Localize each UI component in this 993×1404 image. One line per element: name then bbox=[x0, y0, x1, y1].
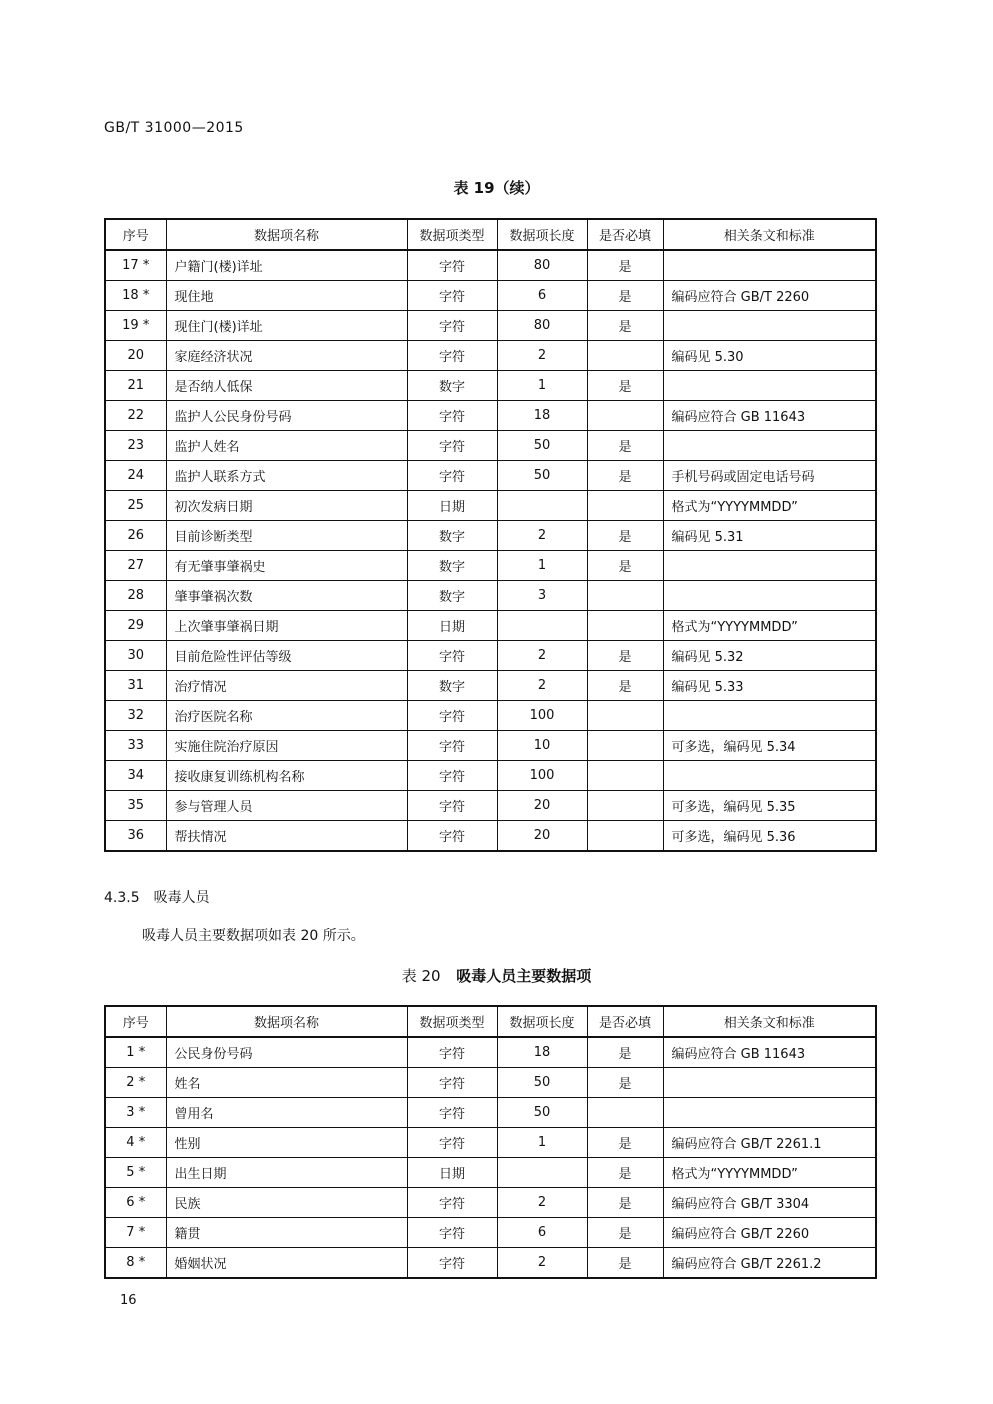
required-cell bbox=[587, 1098, 663, 1128]
seq-cell: 21 bbox=[105, 371, 166, 401]
reference-cell: 编码见 5.31 bbox=[663, 521, 876, 551]
reference-cell bbox=[663, 581, 876, 611]
table-20-number: 表 20 bbox=[401, 967, 441, 985]
length-cell: 50 bbox=[497, 1068, 587, 1098]
reference-cell bbox=[663, 551, 876, 581]
required-cell bbox=[587, 701, 663, 731]
table-row bbox=[105, 341, 876, 371]
table-row bbox=[105, 641, 876, 671]
type-cell: 字符 bbox=[407, 641, 497, 671]
type-cell: 日期 bbox=[407, 611, 497, 641]
name-cell: 肇事肇祸次数 bbox=[166, 581, 407, 611]
name-cell: 监护人联系方式 bbox=[166, 461, 407, 491]
seq-cell: 19 * bbox=[105, 311, 166, 341]
table-19 bbox=[104, 218, 877, 852]
seq-cell: 6 * bbox=[105, 1188, 166, 1218]
reference-cell: 格式为“YYYYMMDD” bbox=[663, 491, 876, 521]
name-cell: 接收康复训练机构名称 bbox=[166, 761, 407, 791]
required-cell: 是 bbox=[587, 461, 663, 491]
name-cell: 现住门(楼)详址 bbox=[166, 311, 407, 341]
name-cell: 家庭经济状况 bbox=[166, 341, 407, 371]
reference-cell: 编码见 5.30 bbox=[663, 341, 876, 371]
required-cell: 是 bbox=[587, 521, 663, 551]
seq-cell: 3 * bbox=[105, 1098, 166, 1128]
name-cell: 有无肇事肇祸史 bbox=[166, 551, 407, 581]
required-cell bbox=[587, 821, 663, 852]
required-cell: 是 bbox=[587, 281, 663, 311]
length-cell: 80 bbox=[497, 250, 587, 281]
length-cell: 2 bbox=[497, 671, 587, 701]
reference-cell: 编码应符合 GB 11643 bbox=[663, 401, 876, 431]
type-cell: 数字 bbox=[407, 521, 497, 551]
table-row bbox=[105, 791, 876, 821]
section-number: 4.3.5 bbox=[104, 890, 140, 906]
required-cell: 是 bbox=[587, 1068, 663, 1098]
name-cell: 帮扶情况 bbox=[166, 821, 407, 852]
seq-cell: 26 bbox=[105, 521, 166, 551]
required-cell bbox=[587, 761, 663, 791]
required-cell: 是 bbox=[587, 1128, 663, 1158]
seq-cell: 2 * bbox=[105, 1068, 166, 1098]
reference-cell: 编码应符合 GB/T 2260 bbox=[663, 281, 876, 311]
table-20 bbox=[104, 1005, 877, 1279]
type-cell: 数字 bbox=[407, 551, 497, 581]
type-cell: 字符 bbox=[407, 250, 497, 281]
length-cell: 2 bbox=[497, 641, 587, 671]
table-row bbox=[105, 551, 876, 581]
table-row bbox=[105, 701, 876, 731]
table-row bbox=[105, 491, 876, 521]
type-cell: 字符 bbox=[407, 1037, 497, 1068]
seq-cell: 34 bbox=[105, 761, 166, 791]
table-20-title: 吸毒人员主要数据项 bbox=[456, 967, 592, 985]
type-cell: 字符 bbox=[407, 1098, 497, 1128]
table-row bbox=[105, 1248, 876, 1279]
length-cell: 20 bbox=[497, 821, 587, 852]
table-row bbox=[105, 1098, 876, 1128]
name-cell: 现住地 bbox=[166, 281, 407, 311]
length-cell: 50 bbox=[497, 431, 587, 461]
column-header: 数据项长度 bbox=[497, 1006, 587, 1037]
length-cell: 1 bbox=[497, 551, 587, 581]
table-row bbox=[105, 461, 876, 491]
required-cell bbox=[587, 491, 663, 521]
table-row bbox=[105, 671, 876, 701]
length-cell: 1 bbox=[497, 371, 587, 401]
name-cell: 姓名 bbox=[166, 1068, 407, 1098]
required-cell: 是 bbox=[587, 1037, 663, 1068]
length-cell: 80 bbox=[497, 311, 587, 341]
seq-cell: 36 bbox=[105, 821, 166, 852]
type-cell: 字符 bbox=[407, 791, 497, 821]
type-cell: 数字 bbox=[407, 371, 497, 401]
seq-cell: 4 * bbox=[105, 1128, 166, 1158]
type-cell: 字符 bbox=[407, 761, 497, 791]
name-cell: 户籍门(楼)详址 bbox=[166, 250, 407, 281]
required-cell: 是 bbox=[587, 1248, 663, 1279]
reference-cell: 可多选，编码见 5.36 bbox=[663, 821, 876, 852]
page-number: 16 bbox=[120, 1293, 137, 1308]
required-cell bbox=[587, 731, 663, 761]
reference-cell: 编码应符合 GB/T 3304 bbox=[663, 1188, 876, 1218]
required-cell: 是 bbox=[587, 641, 663, 671]
body-paragraph: 吸毒人员主要数据项如表 20 所示。 bbox=[142, 928, 365, 944]
table-row bbox=[105, 1158, 876, 1188]
reference-cell bbox=[663, 701, 876, 731]
table-row bbox=[105, 761, 876, 791]
reference-cell bbox=[663, 311, 876, 341]
reference-cell bbox=[663, 431, 876, 461]
length-cell: 1 bbox=[497, 1128, 587, 1158]
required-cell: 是 bbox=[587, 551, 663, 581]
seq-cell: 33 bbox=[105, 731, 166, 761]
seq-cell: 1 * bbox=[105, 1037, 166, 1068]
seq-cell: 22 bbox=[105, 401, 166, 431]
type-cell: 字符 bbox=[407, 821, 497, 852]
length-cell bbox=[497, 611, 587, 641]
reference-cell: 可多选，编码见 5.34 bbox=[663, 731, 876, 761]
name-cell: 曾用名 bbox=[166, 1098, 407, 1128]
table-row bbox=[105, 581, 876, 611]
type-cell: 日期 bbox=[407, 491, 497, 521]
seq-cell: 35 bbox=[105, 791, 166, 821]
reference-cell bbox=[663, 761, 876, 791]
type-cell: 字符 bbox=[407, 401, 497, 431]
table-row bbox=[105, 611, 876, 641]
type-cell: 字符 bbox=[407, 1248, 497, 1279]
table-row bbox=[105, 1068, 876, 1098]
length-cell: 3 bbox=[497, 581, 587, 611]
type-cell: 数字 bbox=[407, 581, 497, 611]
length-cell: 2 bbox=[497, 521, 587, 551]
name-cell: 监护人公民身份号码 bbox=[166, 401, 407, 431]
name-cell: 出生日期 bbox=[166, 1158, 407, 1188]
reference-cell: 编码应符合 GB/T 2261.2 bbox=[663, 1248, 876, 1279]
reference-cell bbox=[663, 1068, 876, 1098]
type-cell: 字符 bbox=[407, 431, 497, 461]
column-header: 序号 bbox=[105, 219, 166, 250]
column-header: 是否必填 bbox=[587, 219, 663, 250]
column-header: 相关条文和标准 bbox=[663, 219, 876, 250]
column-header: 数据项名称 bbox=[166, 219, 407, 250]
name-cell: 性别 bbox=[166, 1128, 407, 1158]
length-cell: 100 bbox=[497, 701, 587, 731]
table-row bbox=[105, 1188, 876, 1218]
required-cell bbox=[587, 341, 663, 371]
reference-cell: 编码见 5.33 bbox=[663, 671, 876, 701]
column-header: 是否必填 bbox=[587, 1006, 663, 1037]
column-header: 数据项类型 bbox=[407, 1006, 497, 1037]
type-cell: 字符 bbox=[407, 281, 497, 311]
seq-cell: 25 bbox=[105, 491, 166, 521]
column-header: 数据项类型 bbox=[407, 219, 497, 250]
table-row bbox=[105, 250, 876, 281]
type-cell: 数字 bbox=[407, 671, 497, 701]
type-cell: 字符 bbox=[407, 1128, 497, 1158]
seq-cell: 28 bbox=[105, 581, 166, 611]
reference-cell bbox=[663, 371, 876, 401]
seq-cell: 30 bbox=[105, 641, 166, 671]
table-row bbox=[105, 431, 876, 461]
table-row bbox=[105, 1128, 876, 1158]
reference-cell: 编码应符合 GB/T 2260 bbox=[663, 1218, 876, 1248]
name-cell: 民族 bbox=[166, 1188, 407, 1218]
length-cell: 2 bbox=[497, 1248, 587, 1279]
section-title: 吸毒人员 bbox=[153, 890, 210, 906]
required-cell: 是 bbox=[587, 1218, 663, 1248]
length-cell: 20 bbox=[497, 791, 587, 821]
required-cell: 是 bbox=[587, 250, 663, 281]
name-cell: 初次发病日期 bbox=[166, 491, 407, 521]
type-cell: 字符 bbox=[407, 311, 497, 341]
seq-cell: 17 * bbox=[105, 250, 166, 281]
table-row bbox=[105, 821, 876, 852]
seq-cell: 23 bbox=[105, 431, 166, 461]
column-header: 数据项名称 bbox=[166, 1006, 407, 1037]
name-cell: 治疗医院名称 bbox=[166, 701, 407, 731]
required-cell bbox=[587, 401, 663, 431]
seq-cell: 24 bbox=[105, 461, 166, 491]
name-cell: 目前诊断类型 bbox=[166, 521, 407, 551]
seq-cell: 27 bbox=[105, 551, 166, 581]
name-cell: 婚姻状况 bbox=[166, 1248, 407, 1279]
seq-cell: 29 bbox=[105, 611, 166, 641]
seq-cell: 7 * bbox=[105, 1218, 166, 1248]
length-cell: 2 bbox=[497, 1188, 587, 1218]
section-heading bbox=[104, 887, 210, 907]
column-header: 序号 bbox=[105, 1006, 166, 1037]
table-header-row bbox=[105, 219, 876, 250]
reference-cell bbox=[663, 1098, 876, 1128]
table-19-caption: 表 19（续） bbox=[453, 179, 540, 197]
type-cell: 字符 bbox=[407, 341, 497, 371]
name-cell: 是否纳人低保 bbox=[166, 371, 407, 401]
required-cell: 是 bbox=[587, 1158, 663, 1188]
required-cell: 是 bbox=[587, 371, 663, 401]
standard-id: GB/T 31000—2015 bbox=[104, 120, 244, 136]
table-row bbox=[105, 281, 876, 311]
required-cell: 是 bbox=[587, 1188, 663, 1218]
table-row bbox=[105, 1037, 876, 1068]
name-cell: 上次肇事肇祸日期 bbox=[166, 611, 407, 641]
type-cell: 字符 bbox=[407, 1188, 497, 1218]
required-cell bbox=[587, 791, 663, 821]
reference-cell: 可多选，编码见 5.35 bbox=[663, 791, 876, 821]
reference-cell bbox=[663, 250, 876, 281]
table-row bbox=[105, 371, 876, 401]
seq-cell: 8 * bbox=[105, 1248, 166, 1279]
length-cell: 50 bbox=[497, 1098, 587, 1128]
reference-cell: 格式为“YYYYMMDD” bbox=[663, 1158, 876, 1188]
required-cell: 是 bbox=[587, 671, 663, 701]
seq-cell: 20 bbox=[105, 341, 166, 371]
type-cell: 字符 bbox=[407, 461, 497, 491]
reference-cell: 格式为“YYYYMMDD” bbox=[663, 611, 876, 641]
length-cell bbox=[497, 1158, 587, 1188]
length-cell: 50 bbox=[497, 461, 587, 491]
table-20-caption bbox=[0, 965, 993, 986]
name-cell: 实施住院治疗原因 bbox=[166, 731, 407, 761]
reference-cell: 手机号码或固定电话号码 bbox=[663, 461, 876, 491]
name-cell: 籍贯 bbox=[166, 1218, 407, 1248]
required-cell bbox=[587, 581, 663, 611]
length-cell bbox=[497, 491, 587, 521]
required-cell: 是 bbox=[587, 311, 663, 341]
table-row bbox=[105, 401, 876, 431]
required-cell bbox=[587, 611, 663, 641]
table-row bbox=[105, 1218, 876, 1248]
type-cell: 字符 bbox=[407, 1218, 497, 1248]
length-cell: 6 bbox=[497, 281, 587, 311]
column-header: 相关条文和标准 bbox=[663, 1006, 876, 1037]
name-cell: 监护人姓名 bbox=[166, 431, 407, 461]
reference-cell: 编码见 5.32 bbox=[663, 641, 876, 671]
table-row bbox=[105, 521, 876, 551]
length-cell: 10 bbox=[497, 731, 587, 761]
type-cell: 字符 bbox=[407, 1068, 497, 1098]
length-cell: 2 bbox=[497, 341, 587, 371]
name-cell: 目前危险性评估等级 bbox=[166, 641, 407, 671]
reference-cell: 编码应符合 GB 11643 bbox=[663, 1037, 876, 1068]
type-cell: 字符 bbox=[407, 731, 497, 761]
name-cell: 参与管理人员 bbox=[166, 791, 407, 821]
type-cell: 日期 bbox=[407, 1158, 497, 1188]
type-cell: 字符 bbox=[407, 701, 497, 731]
length-cell: 100 bbox=[497, 761, 587, 791]
table-header-row bbox=[105, 1006, 876, 1037]
length-cell: 6 bbox=[497, 1218, 587, 1248]
seq-cell: 5 * bbox=[105, 1158, 166, 1188]
table-row bbox=[105, 731, 876, 761]
table-row bbox=[105, 311, 876, 341]
seq-cell: 18 * bbox=[105, 281, 166, 311]
column-header: 数据项长度 bbox=[497, 219, 587, 250]
length-cell: 18 bbox=[497, 1037, 587, 1068]
required-cell: 是 bbox=[587, 431, 663, 461]
reference-cell: 编码应符合 GB/T 2261.1 bbox=[663, 1128, 876, 1158]
seq-cell: 31 bbox=[105, 671, 166, 701]
length-cell: 18 bbox=[497, 401, 587, 431]
name-cell: 治疗情况 bbox=[166, 671, 407, 701]
seq-cell: 32 bbox=[105, 701, 166, 731]
name-cell: 公民身份号码 bbox=[166, 1037, 407, 1068]
